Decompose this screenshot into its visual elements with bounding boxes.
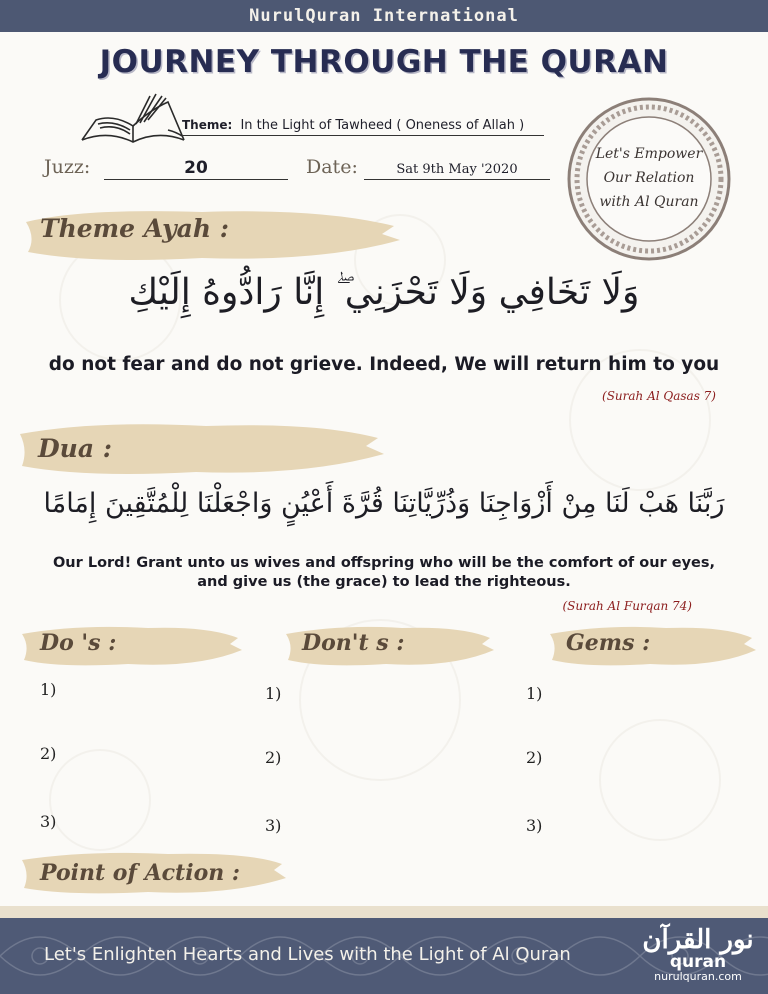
dos-heading: Do 's :	[40, 630, 117, 656]
open-book-icon	[78, 90, 188, 150]
bottom-strip	[0, 906, 768, 918]
donts-heading: Don't s :	[302, 630, 405, 656]
logo-english: quran	[669, 952, 727, 972]
dos-item-3: 3)	[40, 812, 57, 831]
theme-ayah-translation: do not fear and do not grieve. Indeed, We will return him to you	[48, 354, 720, 375]
theme-value: In the Light of Tawheed ( Oneness of Allah )	[240, 118, 525, 133]
logo-arabic: نور القرآن	[642, 925, 754, 955]
dua-arabic: رَبَّنَا هَبْ لَنَا مِنْ أَزْوَاجِنَا وَذُرِّيَّاتِنَا قُرَّةَ أَعْيُنٍ وَاجْعَلْنَا لِلْمُتَّقِينَ إِمَامًا	[43, 488, 725, 519]
gems-heading: Gems :	[566, 630, 651, 656]
badge-line-3: with Al Quran	[599, 194, 699, 210]
theme-ayah-reference: (Surah Al Qasas 7)	[602, 389, 716, 403]
page-title: JOURNEY THROUGH THE QURAN	[99, 44, 669, 80]
logo-url: nurulquran.com	[654, 970, 742, 983]
donts-item-2: 2)	[265, 748, 282, 767]
footer-tagline: Let's Enlighten Hearts and Lives with the Light of Al Quran	[44, 944, 571, 965]
empower-badge	[564, 96, 734, 262]
juzz-value: 20	[104, 158, 288, 180]
badge-line-1: Let's Empower	[595, 146, 703, 162]
dua-translation	[20, 554, 748, 592]
dua-translation-line-1: Our Lord! Grant unto us wives and offspring who will be the comfort of our eyes,	[52, 555, 716, 571]
dos-item-2: 2)	[40, 744, 57, 763]
theme-line	[182, 118, 544, 136]
donts-item-1: 1)	[265, 684, 282, 703]
gems-item-1: 1)	[526, 684, 543, 703]
date-value: Sat 9th May '2020	[364, 162, 550, 180]
theme-ayah-arabic: وَلَا تَخَافِي وَلَا تَحْزَنِي ۖ إِنَّا رَادُّوهُ إِلَيْكِ	[128, 272, 640, 313]
theme-ayah-heading: Theme Ayah :	[40, 214, 229, 243]
dua-translation-line-2: and give us (the grace) to lead the righteous.	[197, 574, 571, 590]
dua-reference: (Surah Al Furqan 74)	[562, 599, 692, 613]
juzz-label: Juzz:	[44, 156, 91, 178]
gems-item-3: 3)	[526, 816, 543, 835]
gems-item-2: 2)	[526, 748, 543, 767]
organization-name: NurulQuran International	[249, 6, 519, 26]
footer	[0, 918, 768, 994]
nurulquran-logo	[636, 926, 760, 990]
dua-heading: Dua :	[38, 434, 112, 463]
point-of-action-heading: Point of Action :	[40, 860, 241, 886]
dos-item-1: 1)	[40, 680, 57, 699]
badge-line-2: Our Relation	[603, 170, 695, 186]
donts-item-3: 3)	[265, 816, 282, 835]
organization-banner	[0, 0, 768, 32]
date-label: Date:	[306, 156, 358, 178]
theme-label: Theme:	[182, 118, 233, 132]
